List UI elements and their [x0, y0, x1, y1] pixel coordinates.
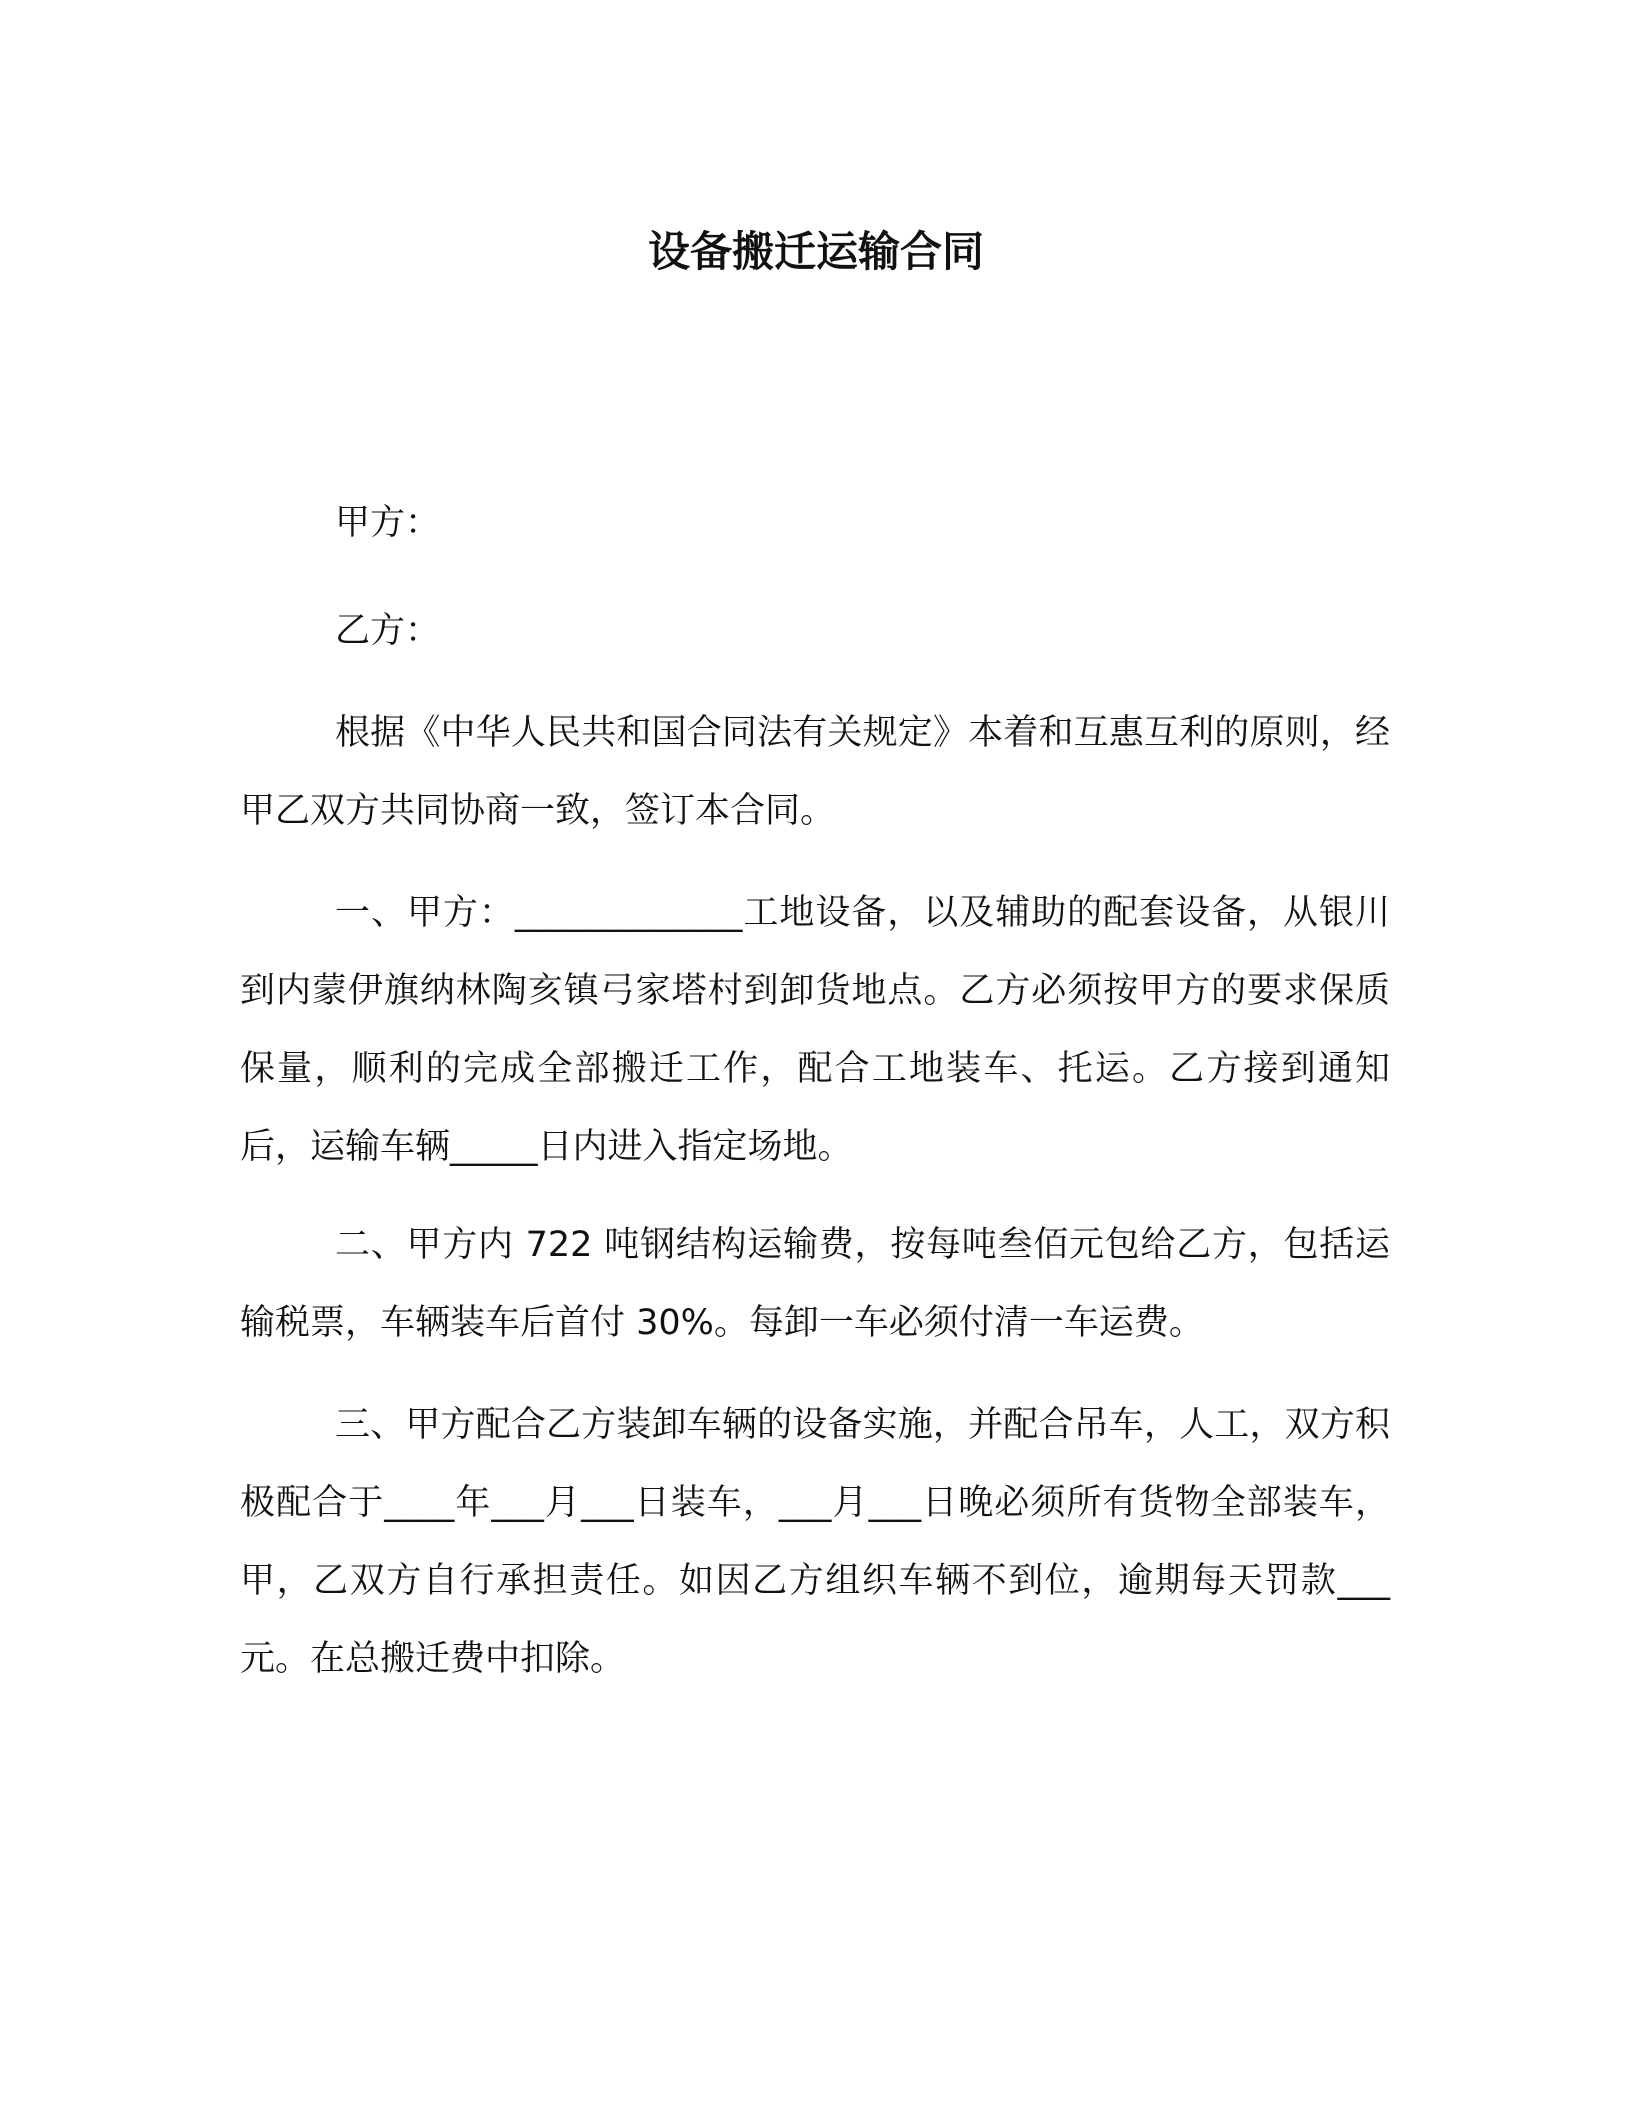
party-a-line: 甲方： [335, 503, 441, 543]
contract-title: 设备搬迁运输合同 [647, 227, 984, 276]
intro-paragraph: 根据《中华人民共和国合同法有关规定》本着和互惠互利的原则，经甲乙双方共同协商一致，签订本合同。 [240, 713, 1390, 831]
clause-2-paragraph: 二、甲方内 722 吨钢结构运输费，按每吨叁佰元包给乙方，包括运输税票，车辆装车后首付 30%。每卸一车必须付清一车运费。 [240, 1225, 1390, 1343]
clause-1-paragraph: 一、甲方：_____________工地设备，以及辅助的配套设备，从银川到内蒙伊旗纳林陶亥镇弓家塔村到卸货地点。乙方必须按甲方的要求保质保量，顺利的完成全部搬迁工作，配合工地装车、托运。乙方接到通知后，运输车辆_____日内进入指定场地。 [240, 893, 1390, 1167]
party-b-line: 乙方： [335, 611, 441, 651]
clause-3-paragraph: 三、甲方配合乙方装卸车辆的设备实施，并配合吊车，人工，双方积极配合于____年___月___日装车，___月___日晚必须所有货物全部装车，甲，乙双方自行承担责任。如因乙方组织车辆不到位，逾期每天罚款___元。在总搬迁费中扣除。 [240, 1405, 1390, 1679]
